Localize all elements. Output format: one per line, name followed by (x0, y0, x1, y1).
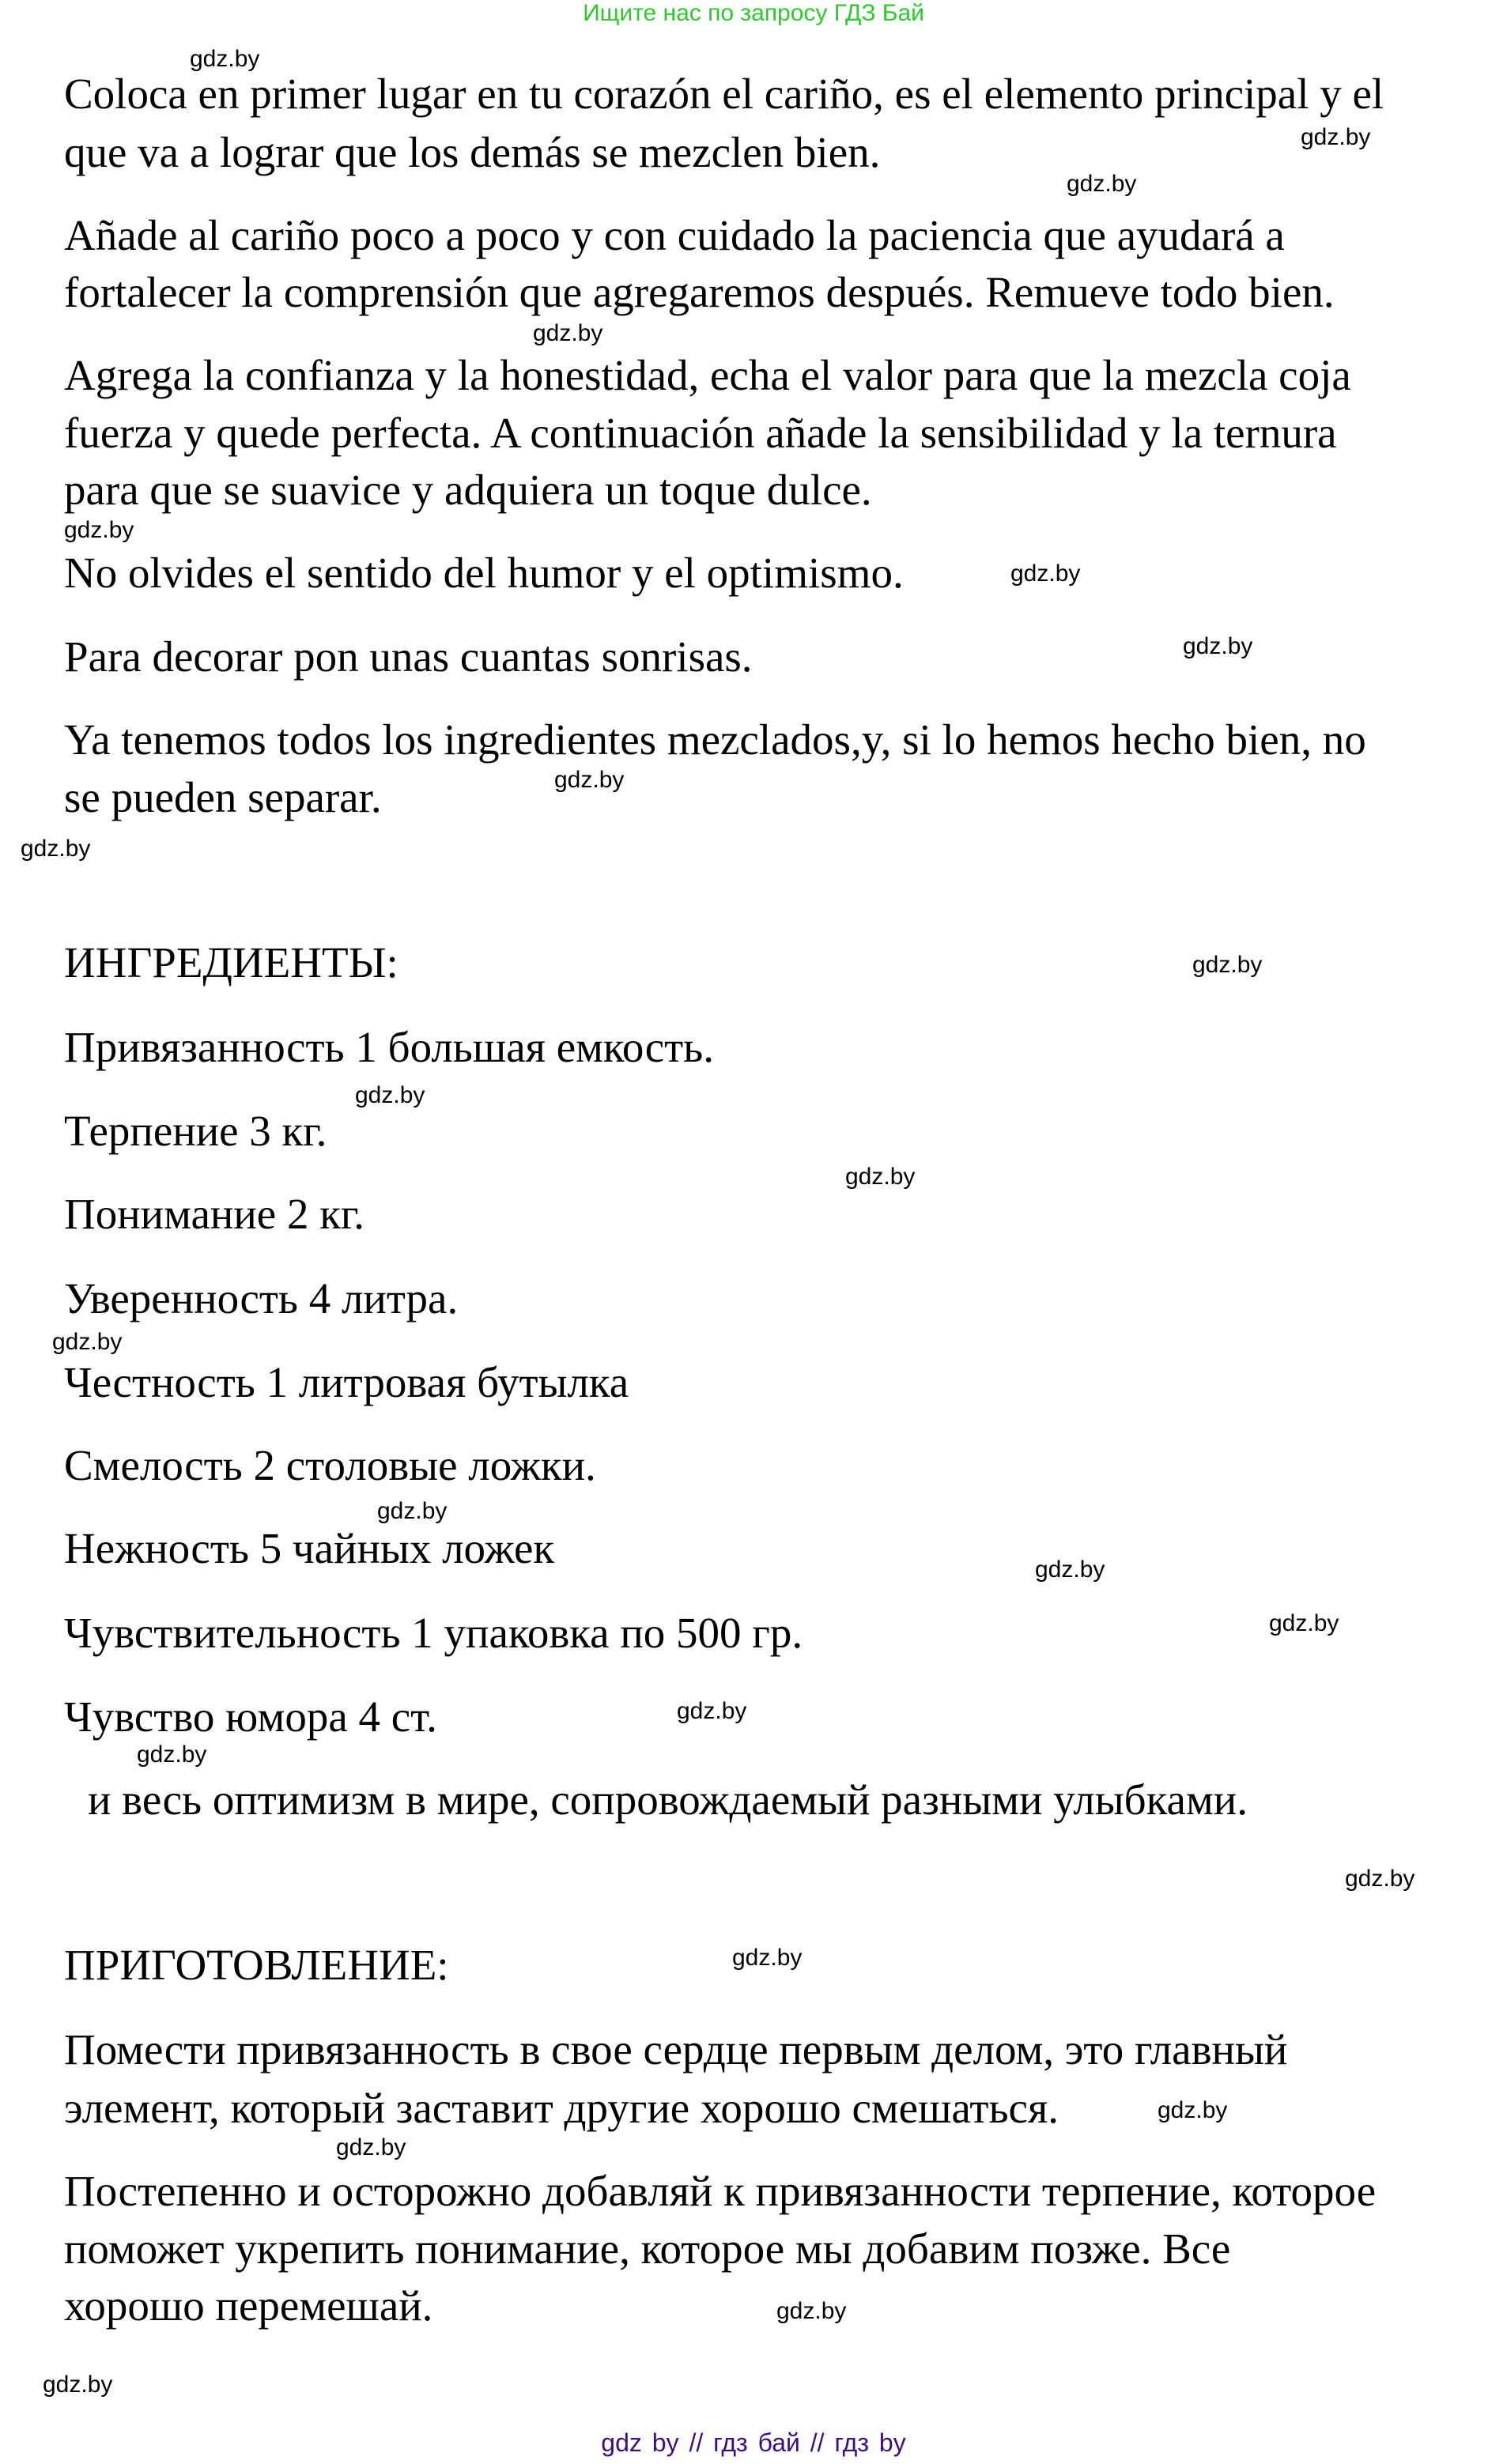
ingredient-item: Смелость 2 столовые ложки. (64, 1441, 596, 1489)
ingredient-item: Привязанность 1 большая емкость. (64, 1023, 714, 1071)
ingredient-item: Чувствительность 1 упаковка по 500 гр. (64, 1609, 803, 1657)
text-line: se pueden separar. (64, 773, 382, 821)
watermark: gdz.by (1183, 633, 1253, 659)
watermark: gdz.by (190, 46, 260, 72)
watermark: gdz.by (776, 2298, 847, 2324)
watermark: gdz.by (336, 2134, 406, 2160)
preparation-line: Постепенно и осторожно добавляй к привязанности терпение, которое (64, 2167, 1377, 2215)
watermark: gdz.by (137, 1741, 207, 1768)
ingredient-item: Уверенность 4 литра. (64, 1274, 459, 1323)
text-line: No olvides el sentido del humor y el optimismo. (64, 549, 904, 597)
footer-links: gdz by // гдз бай // гдз by (601, 2428, 906, 2457)
watermark: gdz.by (43, 2372, 113, 2398)
text-line: Añade al cariño poco a poco y con cuidado la paciencia que ayudará a (64, 211, 1285, 259)
watermark: gdz.by (533, 320, 603, 346)
preparation-line: поможет укрепить понимание, которое мы добавим позже. Все (64, 2224, 1231, 2273)
ingredient-item: Терпение 3 кг. (64, 1107, 327, 1155)
watermark: gdz.by (1067, 171, 1137, 197)
text-line: Agrega la confianza y la honestidad, echa el valor para que la mezcla coja (64, 351, 1351, 399)
watermark: gdz.by (377, 1498, 448, 1524)
watermark: gdz.by (1192, 952, 1263, 978)
watermark: gdz.by (732, 1945, 803, 1971)
ingredient-item: Честность 1 литровая бутылка (64, 1358, 629, 1406)
watermark: gdz.by (1301, 124, 1371, 150)
watermark: gdz.by (52, 1329, 123, 1355)
text-line: Para decorar pon unas cuantas sonrisas. (64, 632, 753, 681)
watermark: gdz.by (845, 1164, 916, 1190)
ingredient-item: и весь оптимизм в мире, сопровождаемый разными улыбками. (88, 1775, 1248, 1824)
ingredient-item: Нежность 5 чайных ложек (64, 1524, 555, 1572)
text-line: que va a lograr que los demás se mezclen bien. (64, 128, 881, 176)
ingredient-item: Понимание 2 кг. (64, 1190, 365, 1238)
preparation-line: элемент, который заставит другие хорошо смешаться. (64, 2084, 1059, 2132)
ingredients-heading: ИНГРЕДИЕНТЫ: (64, 938, 398, 987)
watermark: gdz.by (1345, 1866, 1415, 1892)
watermark: gdz.by (1269, 1610, 1339, 1636)
watermark: gdz.by (21, 836, 91, 862)
watermark: gdz.by (1010, 560, 1081, 587)
text-line: fortalecer la comprensión que agregaremos después. Remueve todo bien. (64, 268, 1335, 316)
watermark: gdz.by (1035, 1557, 1105, 1583)
watermark: gdz.by (64, 517, 134, 543)
watermark: gdz.by (1158, 2097, 1228, 2123)
preparation-line: Помести привязанность в свое сердце первым делом, это главный (64, 2025, 1288, 2073)
watermark: gdz.by (355, 1082, 425, 1108)
text-line: fuerza y quede perfecta. A continuación añade la sensibilidad y la ternura (64, 409, 1337, 457)
preparation-line: хорошо перемешай. (64, 2281, 433, 2330)
watermark: gdz.by (554, 767, 625, 793)
preparation-heading: ПРИГОТОВЛЕНИЕ: (64, 1941, 449, 1989)
watermark: gdz.by (677, 1698, 747, 1724)
text-line: para que se suavice y adquiera un toque dulce. (64, 466, 872, 514)
text-line: Ya tenemos todos los ingredientes mezclados,y, si lo hemos hecho bien, no (64, 715, 1366, 764)
text-line: Coloca en primer lugar en tu corazón el cariño, es el elemento principal y el (64, 70, 1384, 118)
header-banner: Ищите нас по запросу ГДЗ Бай (583, 0, 924, 26)
ingredient-item: Чувство юмора 4 ст. (64, 1692, 437, 1741)
